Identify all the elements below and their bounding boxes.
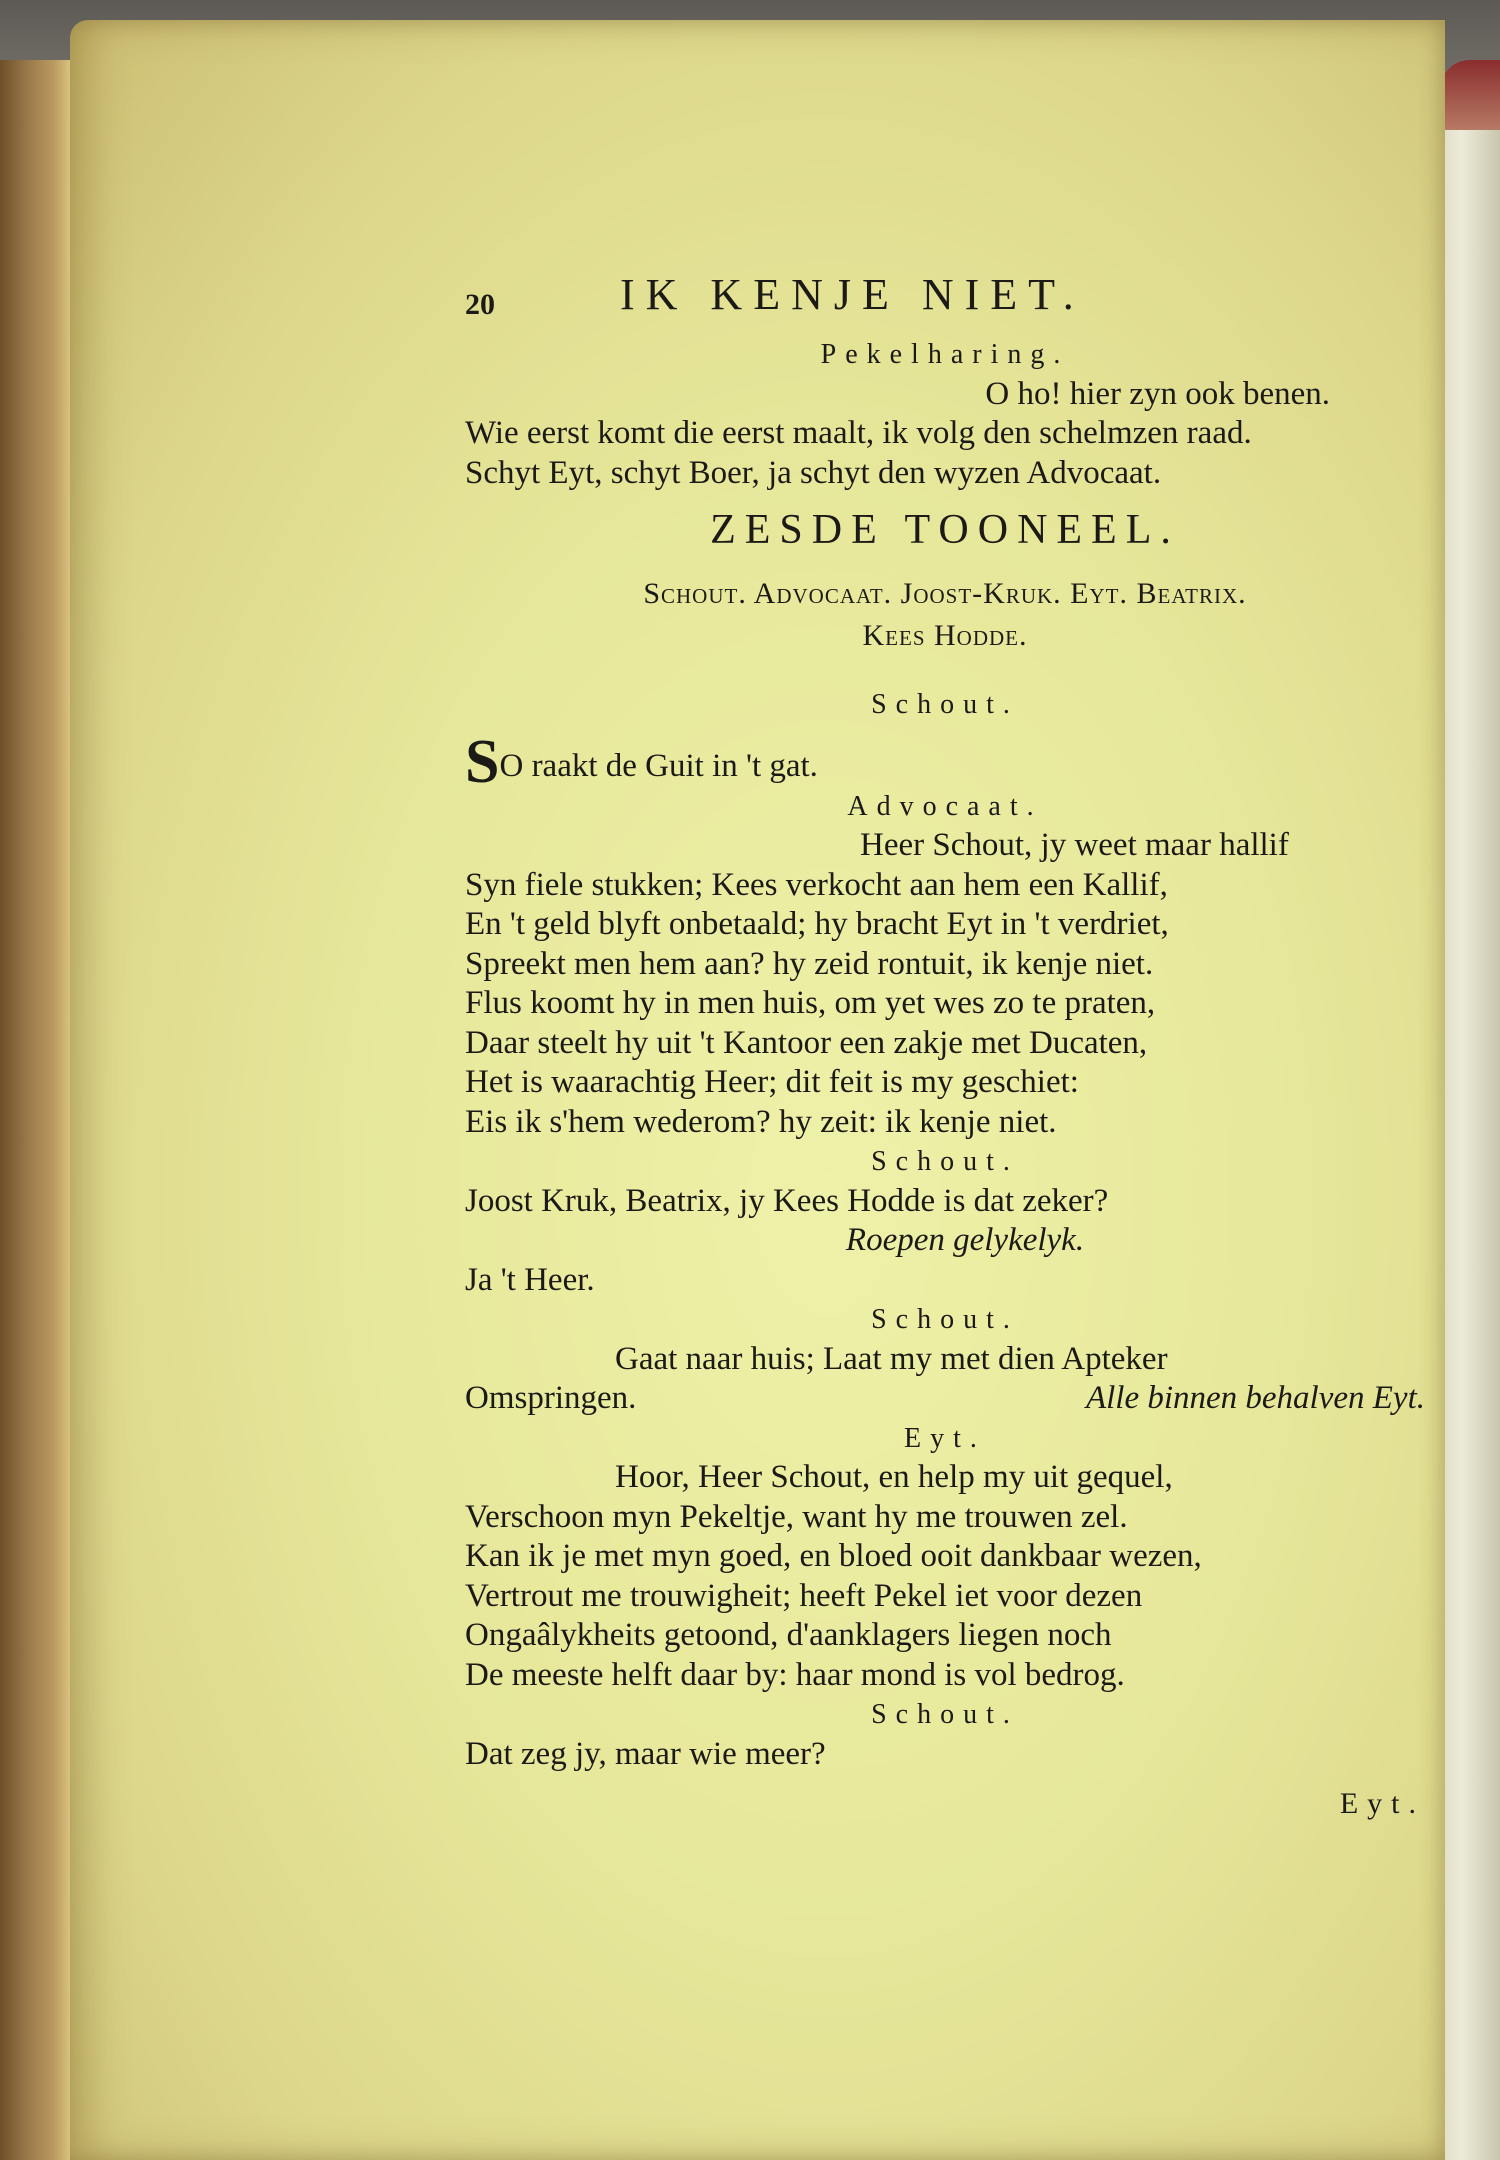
stage-direction: Alle binnen behalven Eyt. — [1085, 1380, 1425, 1416]
speaker-schout: Schout. — [871, 1146, 1019, 1177]
verse-line: Wie eerst komt die eerst maalt, ik volg den schelmzen raad. — [465, 415, 1252, 451]
speaker-advocaat: Advocaat. — [847, 790, 1043, 822]
verse-line: Spreekt men hem aan? hy zeid rontuit, ik kenje niet. — [465, 945, 1154, 982]
verse-line: De meeste helft daar by: haar mond is vol bedrog. — [465, 1656, 1125, 1693]
verse-line: Joost Kruk, Beatrix, jy Kees Hodde is dat zeker? — [465, 1182, 1109, 1219]
running-title: IK KENJE NIET. — [620, 270, 1085, 319]
verse-line: O ho! hier zyn ook benen. — [985, 375, 1330, 412]
page-text-block — [465, 270, 1425, 1824]
speaker-schout: Schout. — [871, 688, 1019, 720]
verse-line: Omspringen. — [465, 1380, 637, 1416]
verse-line: Heer Schout, jy weet maar hallif — [860, 827, 1289, 863]
verse-line: Ongaâlykheits getoond, d'aanklagers liegen noch — [465, 1617, 1112, 1653]
verse-line: Dat zeg jy, maar wie meer? — [465, 1735, 826, 1772]
book-page — [70, 20, 1445, 2160]
verse-line-with-direction — [465, 1379, 1425, 1419]
speaker-schout: Schout. — [871, 1304, 1019, 1335]
verse-line: Gaat naar huis; Laat my met dien Apteker — [615, 1340, 1168, 1377]
drop-cap: S — [465, 728, 500, 796]
verse-line: Schyt Eyt, schyt Boer, ja schyt den wyzen Advocaat. — [465, 454, 1162, 491]
speaker-schout: Schout. — [871, 1699, 1019, 1730]
verse-line: Flus koomt hy in men huis, om yet wes zo te praten, — [465, 985, 1156, 1021]
verse-line: Hoor, Heer Schout, en help my uit gequel, — [615, 1459, 1173, 1495]
verse-line: Verschoon myn Pekeltje, want hy me trouwen zel. — [465, 1498, 1128, 1535]
speaker-pekelharing: Pekelharing. — [820, 339, 1070, 370]
verse-line: Het is waarachtig Heer; dit feit is my geschiet: — [465, 1064, 1079, 1100]
page-number: 20 — [465, 288, 495, 321]
verse-line: Vertrout me trouwigheit; heeft Pekel iet voor dezen — [465, 1577, 1143, 1614]
speaker-eyt: Eyt. — [904, 1422, 986, 1454]
book-spine — [0, 60, 70, 2160]
verse-line: En 't geld blyft onbetaald; hy bracht Eyt in 't verdriet, — [465, 906, 1169, 942]
verse-line: Syn fiele stukken; Kees verkocht aan hem een Kallif, — [465, 866, 1168, 903]
verse-line: Daar steelt hy uit 't Kantoor een zakje met Ducaten, — [465, 1024, 1148, 1061]
cast-list-line-1: Schout. Advocaat. Joost-Kruk. Eyt. Beatrix. — [643, 576, 1247, 610]
page-header — [465, 270, 1425, 335]
opening-line — [465, 728, 1425, 796]
opening-line-text: O raakt de Guit in 't gat. — [499, 748, 818, 784]
verse-line: Eis ik s'hem wederom? hy zeit: ik kenje niet. — [465, 1103, 1057, 1140]
cast-list-line-2: Kees Hodde. — [862, 618, 1028, 652]
catchword: Eyt. — [1339, 1787, 1425, 1820]
stage-direction: Roepen gelykelyk. — [845, 1222, 1085, 1258]
scene-title: ZESDE TOONEEL. — [710, 507, 1180, 553]
verse-line: Ja 't Heer. — [465, 1261, 595, 1298]
verse-line: Kan ik je met myn goed, en bloed ooit dankbaar wezen, — [465, 1538, 1202, 1574]
